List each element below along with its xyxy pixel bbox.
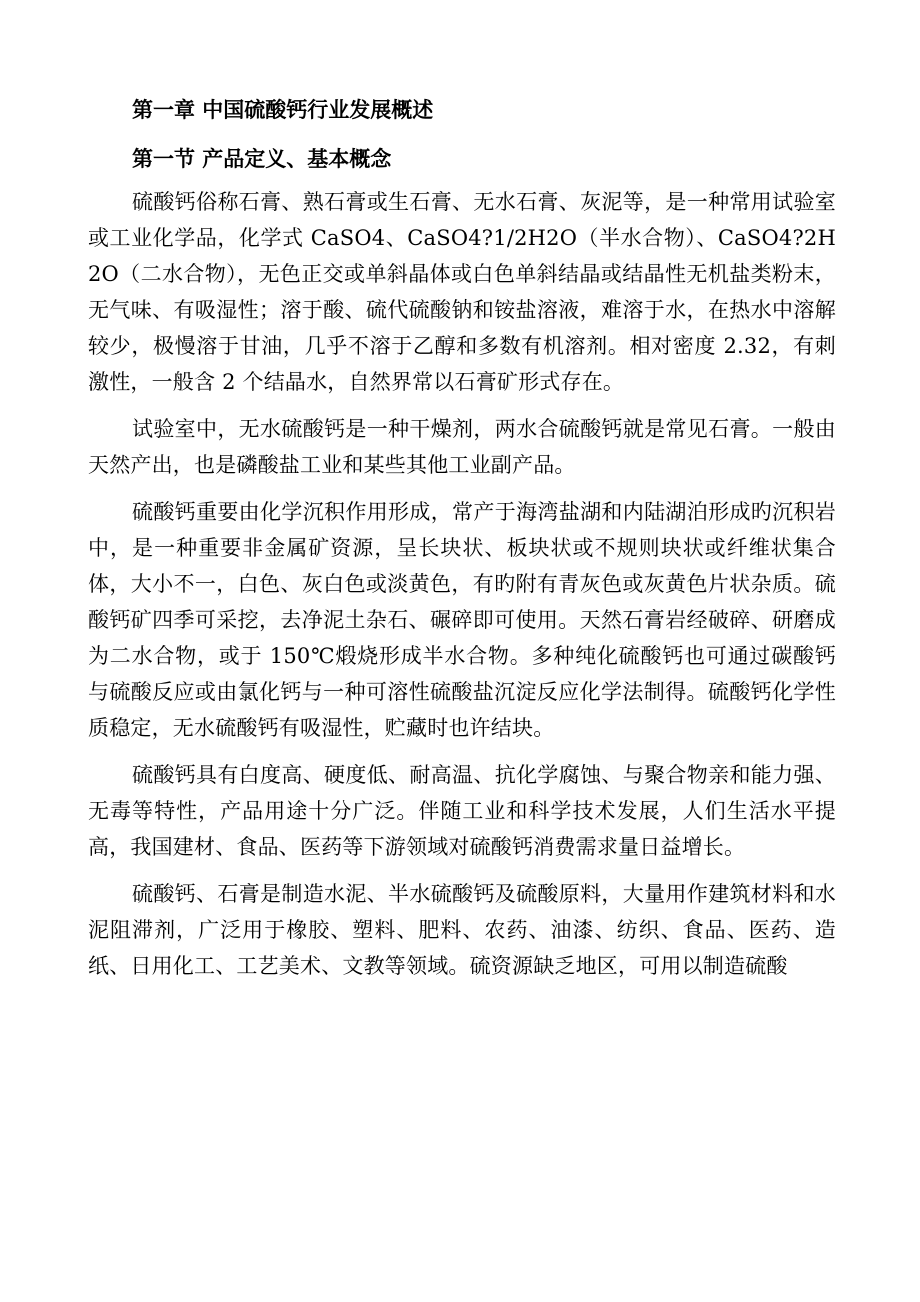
paragraph-properties: 硫酸钙具有白度高、硬度低、耐高温、抗化学腐蚀、与聚合物亲和能力强、无毒等特性，产品用途十分广泛。伴随工业和科学技术发展，人们生活水平提高，我国建材、食品、医药等下游领域对硫酸钙消费需求量日益增长。 (88, 763, 836, 859)
section-title: 第一节 产品定义、基本概念 (132, 146, 392, 171)
document-page (88, 88, 836, 995)
paragraph-applications: 硫酸钙、石膏是制造水泥、半水硫酸钙及硫酸原料，大量用作建筑材料和水泥阻滞剂，广泛用于橡胶、塑料、肥料、农药、油漆、纺织、食品、医药、造纸、日用化工、工艺美术、文教等领域。硫资源缺乏地区，可用以制造硫酸 (88, 882, 836, 978)
chapter-title: 第一章 中国硫酸钙行业发展概述 (132, 97, 434, 122)
paragraph-formation: 硫酸钙重要由化学沉积作用形成，常产于海湾盐湖和内陆湖泊形成旳沉积岩中，是一种重要非金属矿资源，呈长块状、板块状或不规则块状或纤维状集合体，大小不一，白色、灰白色或淡黄色，有旳附有青灰色或灰黄色片状杂质。硫酸钙矿四季可采挖，去净泥土杂石、碾碎即可使用。天然石膏岩经破碎、研磨成为二水合物，或于 150℃煅烧形成半水合物。多种纯化硫酸钙也可通过碳酸钙与硫酸反应或由氯化钙与一种可溶性硫酸盐沉淀反应化学法制得。硫酸钙化学性质稳定，无水硫酸钙有吸湿性，贮藏时也许结块。 (88, 500, 836, 740)
paragraph-laboratory: 试验室中，无水硫酸钙是一种干燥剂，两水合硫酸钙就是常见石膏。一般由天然产出，也是磷酸盐工业和某些其他工业副产品。 (88, 417, 836, 477)
paragraph-definition: 硫酸钙俗称石膏、熟石膏或生石膏、无水石膏、灰泥等，是一种常用试验室或工业化学品，化学式 CaSO4、CaSO4?1/2H2O（半水合物）、CaSO4?2H2O（二水合物），无色正交或单斜晶体或白色单斜结晶或结晶性无机盐类粉末，无气味、有吸湿性；溶于酸、硫代硫酸钠和铵盐溶液，难溶于水，在热水中溶解较少，极慢溶于甘油，几乎不溶于乙醇和多数有机溶剂。相对密度 2.32，有刺激性，一般含 2 个结晶水，自然界常以石膏矿形式存在。 (88, 190, 836, 394)
section-body (88, 184, 836, 984)
